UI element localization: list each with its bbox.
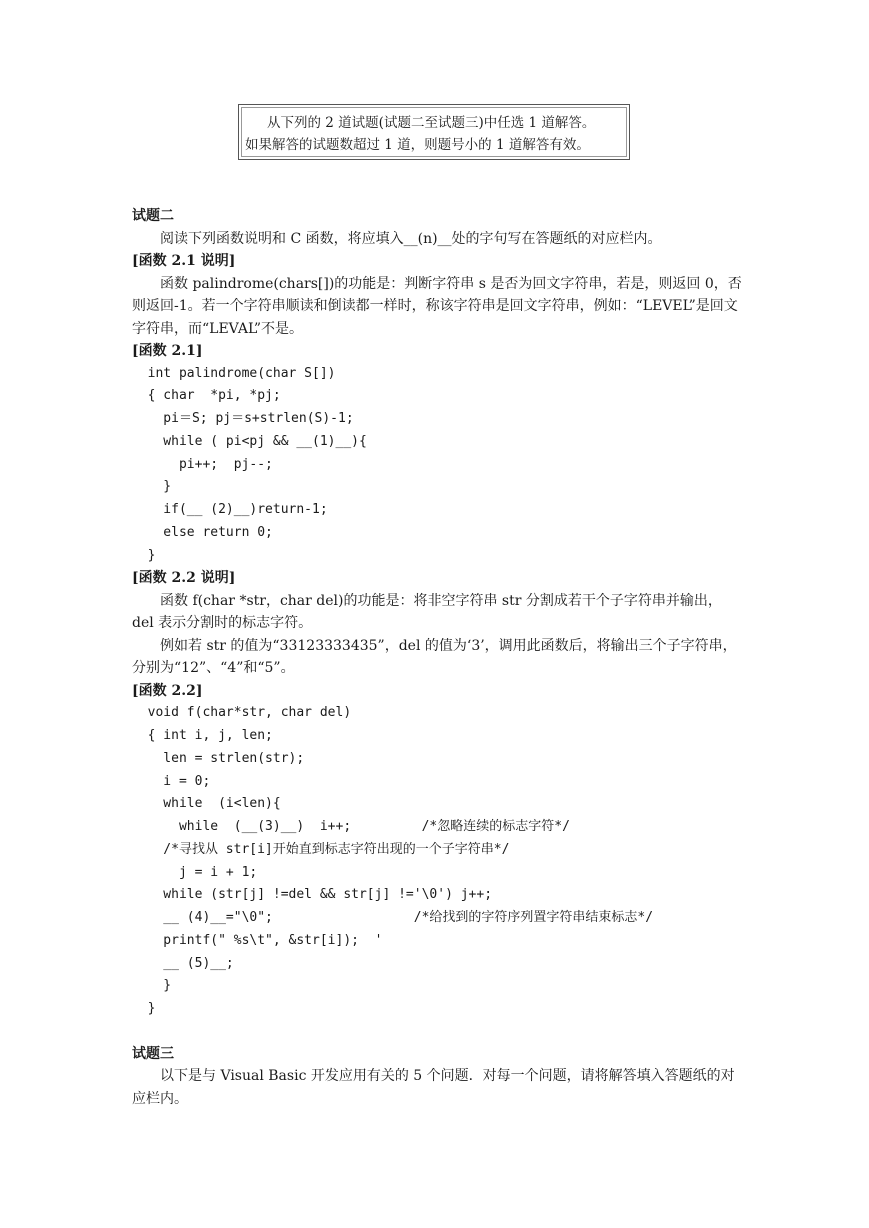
function-2-2-example: 例如若 str 的值为“33123333435”，del 的值为‘3’，调用此函数后，将输出三个子字符串，分别为“12”、“4”和“5”。 [132, 637, 737, 677]
code-line: pi++; pj--; [132, 456, 273, 472]
code-line: } [132, 479, 172, 495]
function-2-2-code [132, 702, 742, 1021]
function-2-2-heading: [函数 2.2] [132, 682, 203, 699]
question-2-title: 试题二 [132, 208, 174, 224]
code-line: pi＝S; pj＝s+strlen(S)-1; [132, 411, 354, 426]
function-2-2-desc-heading: [函数 2.2 说明] [132, 570, 236, 587]
code-line: j = i + 1; [132, 864, 258, 880]
code-line: void f(char*str, char del) [132, 705, 352, 721]
code-line: } [132, 547, 156, 563]
instruction-line-1: 从下列的 2 道试题(试题二至试题三)中任选 1 道解答。 [267, 115, 596, 131]
function-2-1-code [132, 363, 742, 568]
function-2-2-description: 函数 f(char *str，char del)的功能是：将非空字符串 str 分割成若干个子字符串并输出，del 表示分割时的标志字符。 [132, 592, 722, 632]
code-line: { char *pi, *pj; [132, 388, 281, 404]
code-line: printf(" %s\t", &str[i]); ' [132, 932, 383, 948]
code-line: while ( pi<pj && __(1)__){ [132, 433, 367, 449]
function-2-1-desc-heading: [函数 2.1 说明] [132, 253, 236, 269]
code-line: i = 0; [132, 773, 211, 789]
question-2-intro: 阅读下列函数说明和 C 函数，将应填入__(n)__处的字句写在答题纸的对应栏内。 [160, 230, 662, 247]
question-3-intro: 以下是与 Visual Basic 开发应用有关的 5 个问题．对每一个问题，请将解答填入答题纸的对应栏内。 [132, 1068, 735, 1107]
question-3-title: 试题三 [132, 1045, 174, 1062]
instruction-box [238, 104, 630, 160]
code-line: /*寻找从 str[i]开始直到标志字符出现的一个子字符串*/ [132, 841, 510, 857]
code-line: if(__ (2)__)return-1; [132, 502, 328, 517]
code-line: len = strlen(str); [132, 750, 305, 766]
code-line: int palindrome(char S[]) [132, 365, 336, 381]
document-body [132, 205, 742, 1110]
section-gap [132, 1021, 742, 1043]
code-line: } [132, 1001, 156, 1016]
function-2-1-heading: [函数 2.1] [132, 343, 203, 359]
code-line: while (i<len){ [132, 796, 281, 812]
code-line: } [132, 978, 172, 994]
code-line: __ (5)__; [132, 955, 234, 971]
code-line: while (__(3)__) i++; /*忽略连续的标志字符*/ [132, 819, 570, 834]
code-line: { int i, j, len; [132, 728, 273, 743]
code-line: while (str[j] !=del && str[j] !='\0') j++; [132, 887, 493, 903]
code-line: __ (4)__="\0"; /*给找到的字符序列置字符串结束标志*/ [132, 910, 654, 925]
function-2-1-description: 函数 palindrome(chars[])的功能是：判断字符串 s 是否为回文字符串，若是，则返回 0，否则返回-1。若一个字符串顺读和倒读都一样时，称该字符串是回文字符串，例如：“LEVEL”是回文字符串，而“LEVAL”不是。 [132, 275, 742, 337]
code-line: else return 0; [132, 524, 273, 540]
instruction-line-2: 如果解答的试题数超过 1 道，则题号小的 1 道解答有效。 [245, 137, 590, 153]
